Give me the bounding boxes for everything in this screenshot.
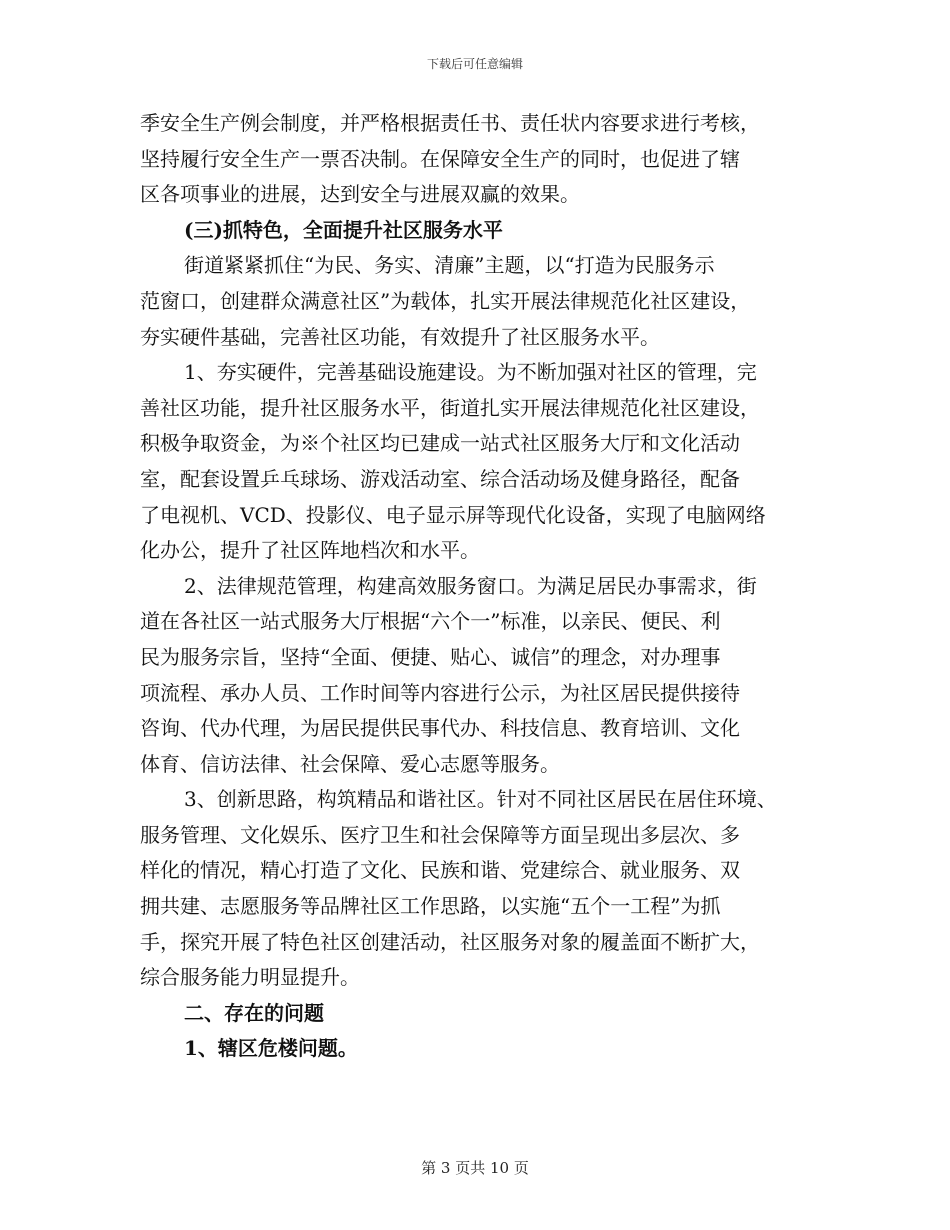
text-line: 化办公，提升了社区阵地档次和水平。 [140, 538, 480, 563]
text-line: 1、夯实硬件，完善基础设施建设。为不断加强对社区的管理，完 [184, 360, 757, 385]
text-line: 街道紧紧抓住“为民、务实、清廉”主题，以“打造为民服务示 [184, 253, 715, 278]
text-line: 2、法律规范管理，构建高效服务窗口。为满足居民办事需求，街 [184, 573, 757, 598]
text-line: 范窗口，创建群众满意社区”为载体，扎实开展法律规范化社区建设， [140, 288, 751, 313]
text-line: 室，配套设置乒乓球场、游戏活动室、综合活动场及健身路径，配备 [140, 466, 740, 491]
text-line: 咨询、代办代理，为居民提供民事代办、科技信息、教育培训、文化 [140, 716, 740, 741]
text-line: 季安全生产例会制度，并严格根据责任书、责任状内容要求进行考核， [140, 111, 760, 135]
text-line: 积极争取资金，为※个社区均已建成一站式社区服务大厅和文化活动 [140, 431, 740, 456]
text-line: 样化的情况，精心打造了文化、民族和谐、党建综合、就业服务、双 [140, 858, 740, 883]
text-line: 手，探究开展了特色社区创建活动，社区服务对象的履盖面不断扩大， [140, 929, 760, 954]
text-line: 坚持履行安全生产一票否决制。在保障安全生产的同时，也促进了辖 [140, 146, 740, 171]
document-body [140, 106, 830, 1067]
text-line: 夯实硬件基础，完善社区功能，有效提升了社区服务水平。 [140, 324, 660, 349]
text-line: 拥共建、志愿服务等品牌社区工作思路，以实施“五个一工程”为抓 [140, 894, 721, 919]
text-line: 3、创新思路，构筑精品和谐社区。针对不同社区居民在居住环境、 [184, 787, 777, 812]
text-line: 了电视机、VCD、投影仪、电子显示屏等现代化设备，实现了电脑网络 [140, 502, 766, 527]
text-line: 道在各社区一站式服务大厅根据“六个一”标准，以亲民、便民、利 [140, 609, 721, 634]
section-heading: 二、存在的问题 [184, 1000, 324, 1025]
text-line: 善社区功能，提升社区服务水平，街道扎实开展法律规范化社区建设， [140, 395, 760, 420]
section-heading: 1、辖区危楼问题。 [184, 1036, 358, 1061]
page-footer: 第 3 页共 10 页 [421, 1159, 529, 1177]
page-header: 下载后可任意编辑 [426, 57, 523, 71]
text-line: 综合服务能力明显提升。 [140, 965, 360, 990]
text-line: 服务管理、文化娱乐、医疗卫生和社会保障等方面呈现出多层次、多 [140, 822, 740, 847]
text-line: 体育、信访法律、社会保障、爱心志愿等服务。 [140, 751, 560, 776]
text-line: 项流程、承办人员、工作时间等内容进行公示，为社区居民提供接待 [140, 680, 740, 705]
text-line: 民为服务宗旨，坚持“全面、便捷、贴心、诚信”的理念，对办理事 [140, 644, 721, 669]
section-heading: (三)抓特色，全面提升社区服务水平 [184, 217, 503, 242]
text-line: 区各项事业的进展，达到安全与进展双赢的效果。 [140, 182, 580, 207]
